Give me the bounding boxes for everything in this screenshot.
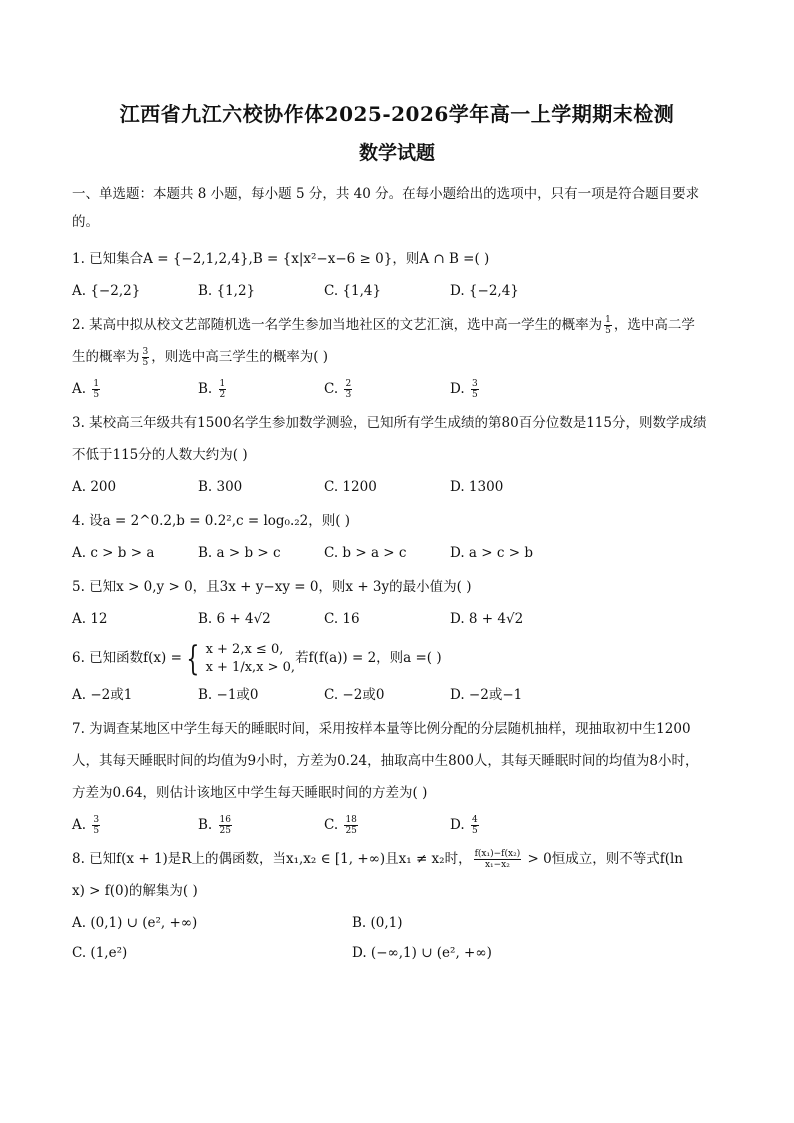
option-d: D. 8 + 4√2 <box>450 611 524 627</box>
frac-numerator: 1 <box>219 379 226 389</box>
option-a: A. −2或1 <box>72 687 133 703</box>
question-7-stem-line1: 7. 为调查某地区中学生每天的睡眠时间，采用按样本量等比例分配的分层随机抽样，现抽取初中生1200 <box>72 721 691 737</box>
option-a: A. c > b > a <box>72 545 155 561</box>
piecewise-function <box>182 638 296 679</box>
piece-row-2: x + 1/x,x > 0, <box>205 659 296 675</box>
frac-numerator: 1 <box>605 315 611 325</box>
option-fraction <box>344 379 352 400</box>
option-d <box>450 810 576 840</box>
question-6-stem <box>72 638 722 678</box>
frac-denominator: 5 <box>93 826 100 836</box>
q2-fraction-1 <box>604 315 612 336</box>
option-label: D. <box>450 381 465 397</box>
option-d: D. (−∞,1) ∪ (e², +∞) <box>352 945 492 961</box>
option-label: B. <box>198 817 213 833</box>
option-fraction <box>471 815 479 836</box>
exam-subtitle: 数学试题 <box>358 142 435 164</box>
option-label: A. <box>72 817 87 833</box>
q6-prefix: 6. 已知函数f(x) = <box>72 650 182 666</box>
q2-text-c: 生的概率为 <box>72 349 140 365</box>
option-fraction <box>92 815 100 836</box>
option-a: A. {−2,2} <box>72 283 141 299</box>
piece-row-1: x + 2,x ≤ 0, <box>205 641 284 657</box>
option-fraction <box>219 379 227 400</box>
q2-text-b: ，选中高二学 <box>613 317 695 333</box>
option-c: C. (1,e²) <box>72 945 128 961</box>
option-d: D. a > c > b <box>450 545 533 561</box>
option-label: B. <box>198 381 213 397</box>
option-label: A. <box>72 381 87 397</box>
option-label: D. <box>450 817 465 833</box>
option-d: D. {−2,4} <box>450 283 519 299</box>
option-b: B. −1或0 <box>198 687 259 703</box>
question-3-stem-line1: 3. 某校高三年级共有1500名学生参加数学测验，已知所有学生成绩的第80百分位数是115分，则数学成绩 <box>72 415 707 431</box>
question-4-stem: 4. 设a = 2^0.2,b = 0.2²,c = log₀.₂2，则( ) <box>72 513 351 529</box>
question-2-stem-line1 <box>72 310 722 340</box>
frac-denominator: x₁−x₂ <box>484 860 510 870</box>
option-fraction <box>471 379 479 400</box>
frac-numerator: 3 <box>93 815 100 825</box>
option-fraction <box>344 815 357 836</box>
section-intro-line1: 一、单选题：本题共 8 小题，每小题 5 分，共 40 分。在每小题给出的选项中，只有一项是符合题目要求 <box>72 186 700 202</box>
option-fraction <box>92 379 100 400</box>
frac-numerator: 3 <box>142 347 149 357</box>
option-label: C. <box>324 381 339 397</box>
option-b <box>198 374 324 404</box>
option-c: C. −2或0 <box>324 687 385 703</box>
option-d: D. 1300 <box>450 479 504 495</box>
option-d <box>450 374 576 404</box>
left-brace-icon: { <box>186 638 200 679</box>
option-b: B. {1,2} <box>198 283 256 299</box>
frac-numerator: 2 <box>345 379 352 389</box>
question-3-stem-line2: 不低于115分的人数大约为( ) <box>72 447 248 463</box>
frac-numerator: 3 <box>471 379 478 389</box>
option-a <box>72 374 198 404</box>
q2-text-d: ，则选中高三学生的概率为( ) <box>151 349 329 365</box>
question-8-stem-line2: x) > f(0)的解集为( ) <box>72 883 198 899</box>
q8-text-a: 8. 已知f(x + 1)是R上的偶函数，当x₁,x₂ ∈ [1, +∞)且x₁ ≠ x₂时， <box>72 851 472 867</box>
frac-numerator: 1 <box>93 379 100 389</box>
option-c <box>324 810 450 840</box>
piecewise-rows <box>206 641 296 677</box>
frac-numerator: f(x₁)−f(x₂) <box>474 849 521 859</box>
option-c <box>324 374 450 404</box>
option-b: B. 6 + 4√2 <box>198 611 271 627</box>
frac-denominator: 5 <box>471 826 478 836</box>
option-a: A. (0,1) ∪ (e², +∞) <box>72 915 198 931</box>
option-a: A. 12 <box>72 611 108 627</box>
frac-denominator: 25 <box>345 826 357 836</box>
question-5-options <box>72 604 722 634</box>
question-2-stem-line2 <box>72 342 722 372</box>
question-7-options <box>72 810 722 840</box>
frac-denominator: 5 <box>142 358 149 368</box>
question-3-options <box>72 472 722 502</box>
q8-text-b: > 0恒成立，则不等式f(ln <box>523 851 683 867</box>
section-intro <box>72 180 722 236</box>
frac-numerator: 16 <box>219 815 231 825</box>
option-label: C. <box>324 817 339 833</box>
option-c: C. b > a > c <box>324 545 407 561</box>
exam-title: 江西省九江六校协作体2025-2026学年高一上学期期末检测 <box>119 102 675 126</box>
option-b <box>198 810 324 840</box>
frac-denominator: 5 <box>471 390 478 400</box>
question-2-options <box>72 374 722 404</box>
question-5-stem: 5. 已知x > 0,y > 0，且3x + y−xy = 0，则x + 3y的最小值为( ) <box>72 579 472 595</box>
frac-numerator: 18 <box>345 815 357 825</box>
question-7-stem-line2: 人，其每天睡眠时间的均值为9小时，方差为0.24，抽取高中生800人，其每天睡眠时间的均值为8小时， <box>72 753 699 769</box>
option-c: C. 1200 <box>324 479 377 495</box>
question-7-stem-line3: 方差为0.64，则估计该地区中学生每天睡眠时间的方差为( ) <box>72 785 428 801</box>
q6-suffix: 若f(f(a)) = 2，则a =( ) <box>295 650 442 666</box>
q2-fraction-2 <box>142 347 150 368</box>
option-b: B. (0,1) <box>352 915 403 931</box>
frac-denominator: 3 <box>345 390 352 400</box>
frac-denominator: 2 <box>219 390 226 400</box>
question-4-options <box>72 538 722 568</box>
option-a <box>72 810 198 840</box>
option-d: D. −2或−1 <box>450 687 523 703</box>
question-6-options <box>72 680 722 710</box>
question-8-stem-line1 <box>72 844 722 874</box>
option-fraction <box>219 815 232 836</box>
q8-fraction <box>474 849 522 870</box>
option-a: A. 200 <box>72 479 117 495</box>
section-intro-line2: 的。 <box>72 214 99 230</box>
question-8-options <box>72 908 722 968</box>
frac-denominator: 5 <box>93 390 100 400</box>
option-c: C. {1,4} <box>324 283 382 299</box>
question-1-options <box>72 276 722 306</box>
frac-denominator: 5 <box>605 326 611 336</box>
option-b: B. a > b > c <box>198 545 281 561</box>
exam-page <box>72 100 722 968</box>
question-1-stem: 1. 已知集合A = {−2,1,2,4},B = {x|x²−x−6 ≥ 0}，则A ∩ B =( ) <box>72 251 490 267</box>
option-c: C. 16 <box>324 611 360 627</box>
frac-denominator: 25 <box>219 826 231 836</box>
q2-text-a: 2. 某高中拟从校文艺部随机选一名学生参加当地社区的文艺汇演，选中高一学生的概率为 <box>72 317 603 333</box>
option-b: B. 300 <box>198 479 243 495</box>
frac-numerator: 4 <box>471 815 478 825</box>
